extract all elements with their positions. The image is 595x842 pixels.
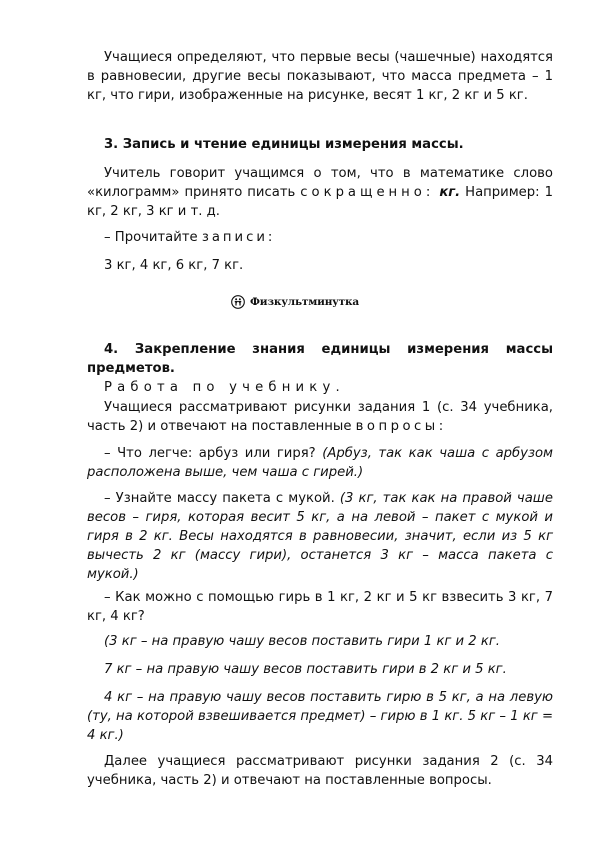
paragraph-task-2: Далее учащиеся рассматривают рисунки задания 2 (с. 34 учебника, часть 2) и отвечают на поставленные вопросы. (87, 754, 553, 788)
text-kg-abbr: кг. (439, 185, 461, 200)
text-abbreviated-spaced: сокращенно: (300, 185, 435, 200)
paragraph-task-1 (87, 398, 553, 436)
paragraph-question-lighter (87, 444, 553, 482)
paragraph-scales-intro: Учащиеся определяют, что первые весы (чашечные) находятся в равновесии, другие весы показывают, что масса предмета – 1 кг, что гири, изображенные на рисунке, весят 1 кг, 2 кг и 5 кг. (87, 50, 553, 103)
paragraph-answer-3kg: (3 кг – на правую чашу весов поставить гири 1 кг и 2 кг. (104, 634, 500, 649)
text-task-1: Учащиеся рассматривают рисунки задания 1 (с. 34 учебника, часть 2) и отвечают на поставленные (87, 400, 553, 434)
paragraph-answer-4kg: 4 кг – на правую чашу весов поставить гирю в 5 кг, а на левую (ту, на которой взвешивается предмет) – гирю в 1 кг. 5 кг – 1 кг = 4 кг.) (87, 690, 553, 743)
text-records-spaced: записи: (201, 230, 276, 245)
paragraph-answer-7kg: 7 кг – на правую чашу весов поставить гири в 2 кг и 5 кг. (104, 662, 507, 677)
text-answer: (3 кг, так как на правой чаше весов – гиря, которая весит 5 кг, а на левой – пакет с мукой и гиря в 2 кг. Весы находятся в равновесии, значит, если из 5 кг вычесть 2 кг (массу гири), останется 3 кг – масса пакета с мукой.) (87, 491, 553, 582)
text-read-prompt: – Прочитайте (104, 230, 202, 245)
text-questions-spaced: вопросы: (355, 419, 447, 434)
text-answer: (Арбуз, так как чаша с арбузом расположена выше, чем чаша с гирей.) (87, 446, 553, 480)
paragraph-question-flour (87, 489, 553, 584)
fizkultminutka-logo (231, 284, 359, 320)
text-example: Например: 1 кг, 2 кг, 3 кг и т. д. (87, 185, 553, 219)
paragraph-teacher-says (87, 164, 553, 221)
text-question: – Узнайте массу пакета с мукой. (104, 491, 340, 506)
heading-section-3: 3. Запись и чтение единицы измерения массы. (104, 137, 464, 152)
paragraph-textbook-work: Работа по учебнику. (104, 380, 345, 395)
two-people-icon (231, 287, 245, 317)
text-teacher-intro: Учитель говорит учащимся о том, что в математике слово «килограмм» принято писать (87, 166, 553, 200)
logo-text: Физкультминутка (250, 296, 359, 308)
text-question: – Что легче: арбуз или гиря? (104, 446, 323, 461)
paragraph-kg-list: 3 кг, 4 кг, 6 кг, 7 кг. (104, 258, 244, 273)
paragraph-read-records (87, 228, 553, 247)
paragraph-question-weights: – Как можно с помощью гирь в 1 кг, 2 кг и 5 кг взвесить 3 кг, 7 кг, 4 кг? (87, 590, 553, 624)
heading-section-4: 4. Закрепление знания единицы измерения массы предметов. (87, 342, 553, 376)
